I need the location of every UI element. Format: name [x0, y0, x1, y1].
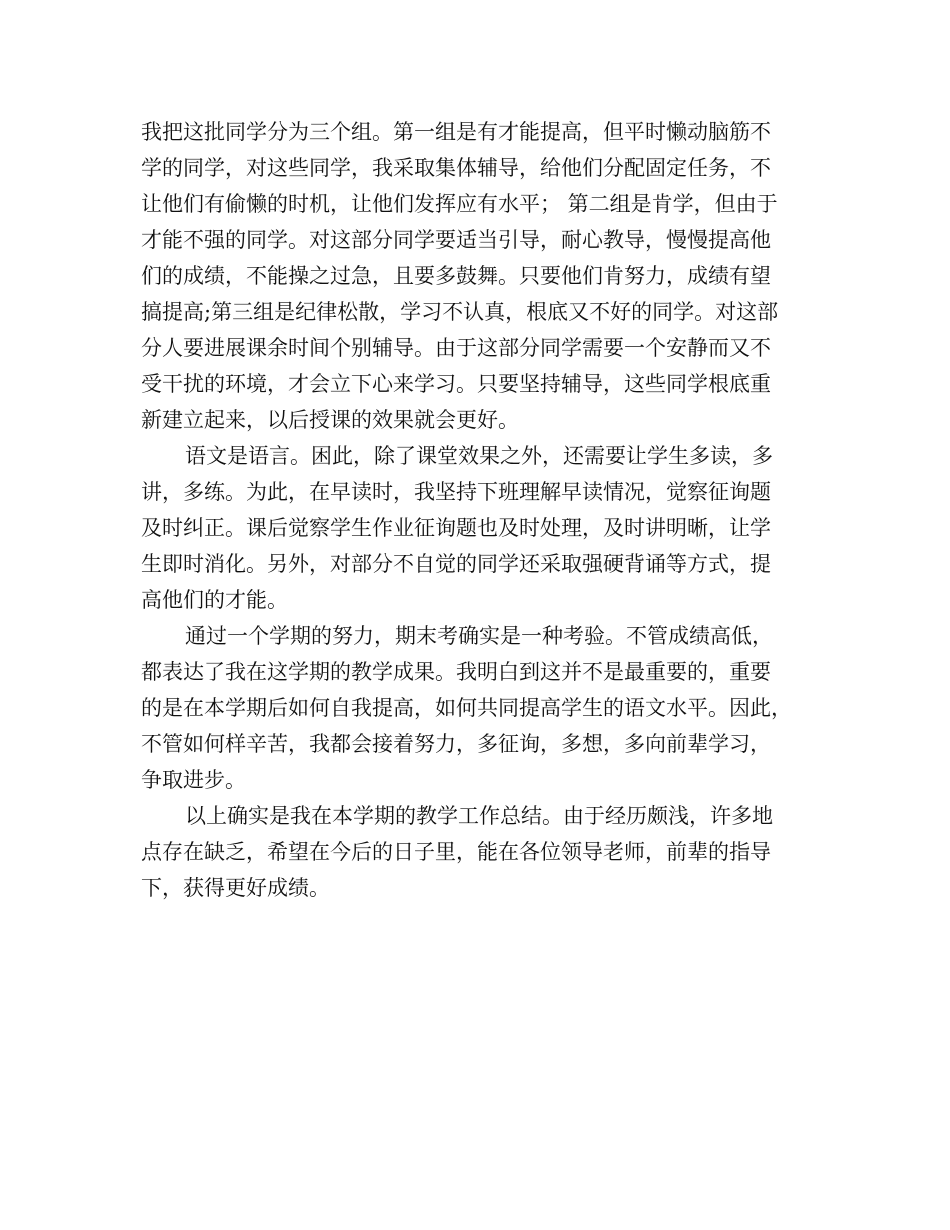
paragraph-3-line-3: 的是在本学期后如何自我提高，如何共同提高学生的语文水平。因此，	[141, 696, 792, 720]
paragraph-4-line-3: 下，获得更好成绩。	[141, 876, 330, 900]
paragraph-3-line-4: 不管如何样辛苦，我都会接着努力，多征询，多想，多向前辈学习，	[141, 732, 771, 756]
paragraph-1-line-9: 新建立起来，以后授课的效果就会更好。	[141, 408, 519, 432]
paragraph-3-line-2: 都表达了我在这学期的教学成果。我明白到这并不是最重要的，重要	[141, 660, 771, 684]
paragraph-2-line-3: 及时纠正。课后觉察学生作业征询题也及时处理，及时讲明晰，让学	[141, 516, 771, 540]
paragraph-1-line-1: 我把这批同学分为三个组。第一组是有才能提高，但平时懒动脑筋不	[141, 120, 771, 144]
paragraph-2-line-5: 高他们的才能。	[141, 588, 288, 612]
paragraph-1-line-8: 受干扰的环境，才会立下心来学习。只要坚持辅导，这些同学根底重	[141, 372, 771, 396]
paragraph-1-line-6: 搞提高;第三组是纪律松散，学习不认真，根底又不好的同学。对这部	[141, 300, 779, 324]
paragraph-3-line-1: 通过一个学期的努力，期末考确实是一种考验。不管成绩高低，	[185, 624, 773, 648]
paragraph-2-line-1: 语文是语言。困此，除了课堂效果之外，还需要让学生多读，多	[185, 444, 773, 468]
paragraph-2-line-2: 讲，多练。为此，在早读时，我坚持下班理解早读情况，觉察征询题	[141, 480, 771, 504]
paragraph-2-line-4: 生即时消化。另外，对部分不自觉的同学还采取强硬背诵等方式，提	[141, 552, 771, 576]
paragraph-1-line-5: 们的成绩，不能操之过急，且要多鼓舞。只要他们肯努力，成绩有望	[141, 264, 771, 288]
paragraph-3-line-5: 争取进步。	[141, 768, 246, 792]
paragraph-4-line-2: 点存在缺乏，希望在今后的日子里，能在各位领导老师，前辈的指导	[141, 840, 771, 864]
paragraph-4-line-1: 以上确实是我在本学期的教学工作总结。由于经历颇浅，许多地	[185, 804, 773, 828]
paragraph-1-line-7: 分人要进展课余时间个别辅导。由于这部分同学需要一个安静而又不	[141, 336, 771, 360]
paragraph-1-line-2: 学的同学，对这些同学，我采取集体辅导，给他们分配固定任务，不	[141, 156, 771, 180]
paragraph-1-line-4: 才能不强的同学。对这部分同学要适当引导，耐心教导，慢慢提高他	[141, 228, 771, 252]
paragraph-1-line-3: 让他们有偷懒的时机，让他们发挥应有水平； 第二组是肯学，但由于	[141, 192, 778, 216]
